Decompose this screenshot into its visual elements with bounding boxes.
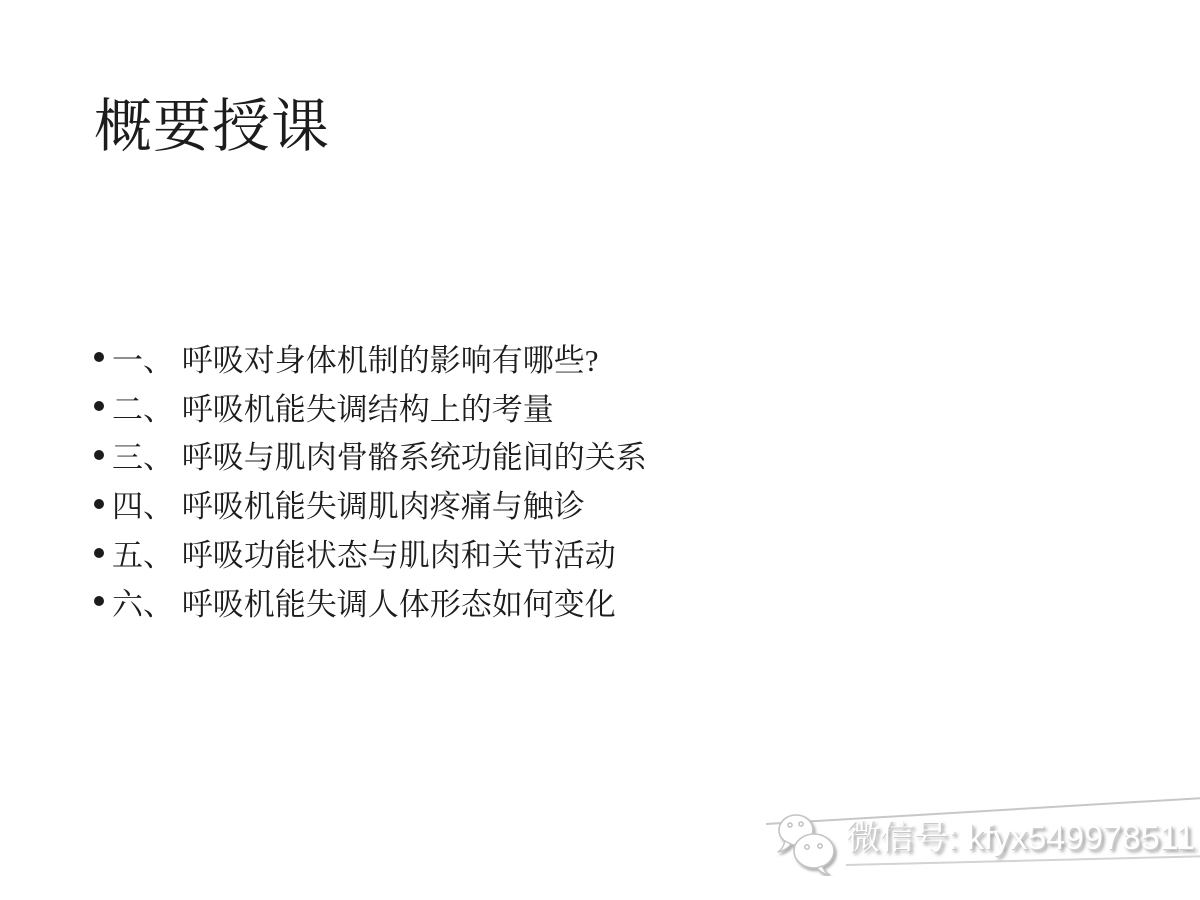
list-item-text: 三、 呼吸与肌肉骨骼系统功能间的关系	[112, 440, 647, 476]
list-item	[94, 333, 647, 382]
list-item	[94, 479, 647, 528]
list-item-text: 二、 呼吸机能失调结构上的考量	[112, 391, 554, 427]
bullet-list	[94, 333, 647, 626]
list-item-text: 四、 呼吸机能失调肌肉疼痛与触诊	[112, 489, 585, 525]
page-title: 概要授课	[94, 94, 331, 159]
list-item-text: 五、 呼吸功能状态与肌肉和关节活动	[112, 538, 616, 574]
bullet-icon	[94, 596, 104, 606]
bullet-icon	[94, 499, 104, 509]
bullet-icon	[94, 450, 104, 460]
list-item-text: 六、 呼吸机能失调人体形态如何变化	[112, 586, 616, 622]
wechat-icon	[774, 808, 840, 876]
list-item-text: 一、 呼吸对身体机制的影响有哪些?	[112, 342, 599, 378]
list-item	[94, 382, 647, 431]
bullet-icon	[94, 352, 104, 362]
bullet-icon	[94, 548, 104, 558]
wechat-id-text: 微信号: kfyx549978511	[846, 819, 1195, 857]
list-item	[94, 577, 647, 626]
list-item	[94, 528, 647, 577]
bullet-icon	[94, 401, 104, 411]
list-item	[94, 431, 647, 480]
